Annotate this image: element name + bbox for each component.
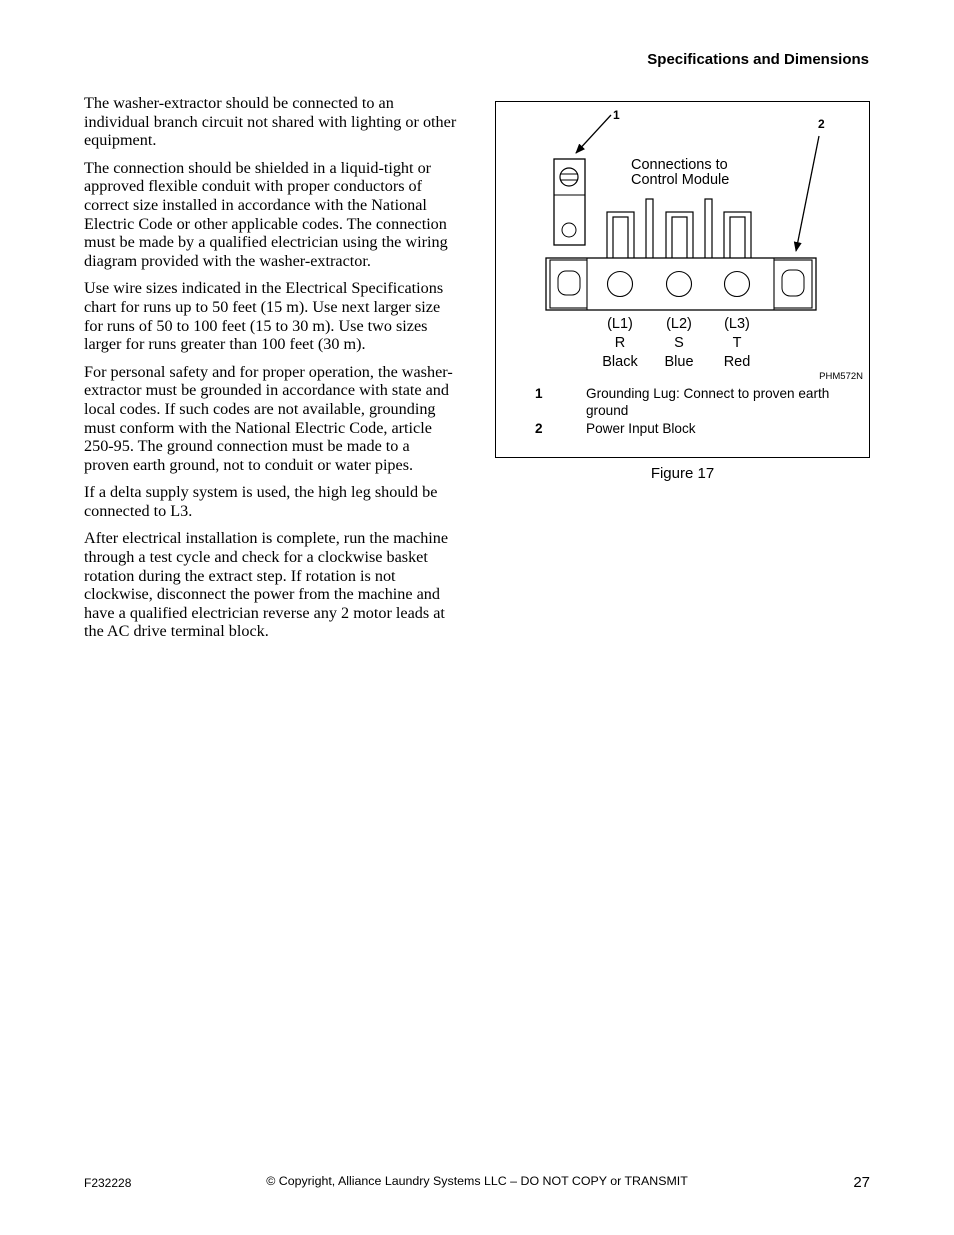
page-number: 27 [853, 1174, 870, 1191]
callout-2: 2 [818, 117, 825, 131]
figure-caption: Figure 17 [650, 465, 715, 482]
legend-item [496, 420, 869, 437]
control-module-tabs [607, 199, 751, 259]
terminal-screw-l3 [725, 272, 750, 297]
power-input-block [546, 258, 816, 310]
terminal-l3-phase: T [732, 335, 742, 351]
body-text [84, 94, 458, 650]
connections-label-line1: Connections to [631, 157, 728, 173]
drawing-code: PHM572N [819, 371, 863, 382]
terminal-screw-l1 [608, 272, 633, 297]
callout-1: 1 [613, 108, 620, 122]
paragraph: The washer-extractor should be connected to an individual branch circuit not shared with lighting or other equipment. [84, 94, 457, 150]
legend-number: 2 [535, 421, 543, 436]
grounding-lug [554, 159, 585, 245]
section-title: Specifications and Dimensions [647, 51, 869, 68]
connections-label-line2: Control Module [631, 172, 730, 188]
legend-text: Power Input Block [586, 421, 696, 436]
paragraph: After electrical installation is complete, run the machine through a test cycle and check for a clockwise basket rotation during the extract step. If rotation is not clockwise, disconnect the power from the machine and have a qualified electrician reverse any 2 motor leads at the AC drive terminal block. [84, 529, 449, 641]
terminal-l1-color: Black [602, 354, 638, 370]
terminal-l1-phase: R [614, 335, 626, 351]
legend-item [496, 385, 869, 419]
leader-arrow-1 [576, 115, 611, 153]
paragraph: Use wire sizes indicated in the Electrical Specifications chart for runs up to 50 feet (15 m). Use next larger size for runs of 50 to 100 feet (15 to 30 m). Use two sizes larger for runs greater than 100 feet (30 m). [84, 279, 444, 354]
doc-number: F232228 [84, 1176, 132, 1190]
figure-legend [496, 385, 869, 438]
terminal-l2-line: (L2) [666, 316, 692, 332]
leader-arrow-2 [796, 136, 819, 251]
terminal-screw-l2 [667, 272, 692, 297]
legend-text: Grounding Lug: Connect to proven earth ground [586, 386, 830, 418]
terminal-labels [602, 316, 750, 370]
legend-number: 1 [535, 386, 543, 401]
paragraph: For personal safety and for proper operation, the washer-extractor must be grounded in accordance with state and local codes. If such codes are not available, grounding must conform with the National Electric Code, article 250-95. The ground connection must be made to a proven earth ground, not to conduit or water pipes. [84, 362, 453, 474]
paragraph: The connection should be shielded in a liquid-tight or approved flexible conduit with proper conductors of correct size installed in accordance with the National Electric Code or other applicable codes. The connection must be made by a qualified electrician using the wiring diagram provided with the washer-extractor. [84, 158, 448, 270]
terminal-l2-phase: S [674, 335, 684, 351]
terminal-l3-color: Red [723, 354, 751, 370]
figure-17 [495, 101, 870, 458]
copyright-notice: © Copyright, Alliance Laundry Systems LLC – DO NOT COPY or TRANSMIT [266, 1174, 688, 1188]
paragraph: If a delta supply system is used, the high leg should be connected to L3. [84, 483, 438, 520]
terminal-l2-color: Blue [664, 354, 694, 370]
terminal-l3-line: (L3) [724, 316, 750, 332]
terminal-l1-line: (L1) [607, 316, 633, 332]
